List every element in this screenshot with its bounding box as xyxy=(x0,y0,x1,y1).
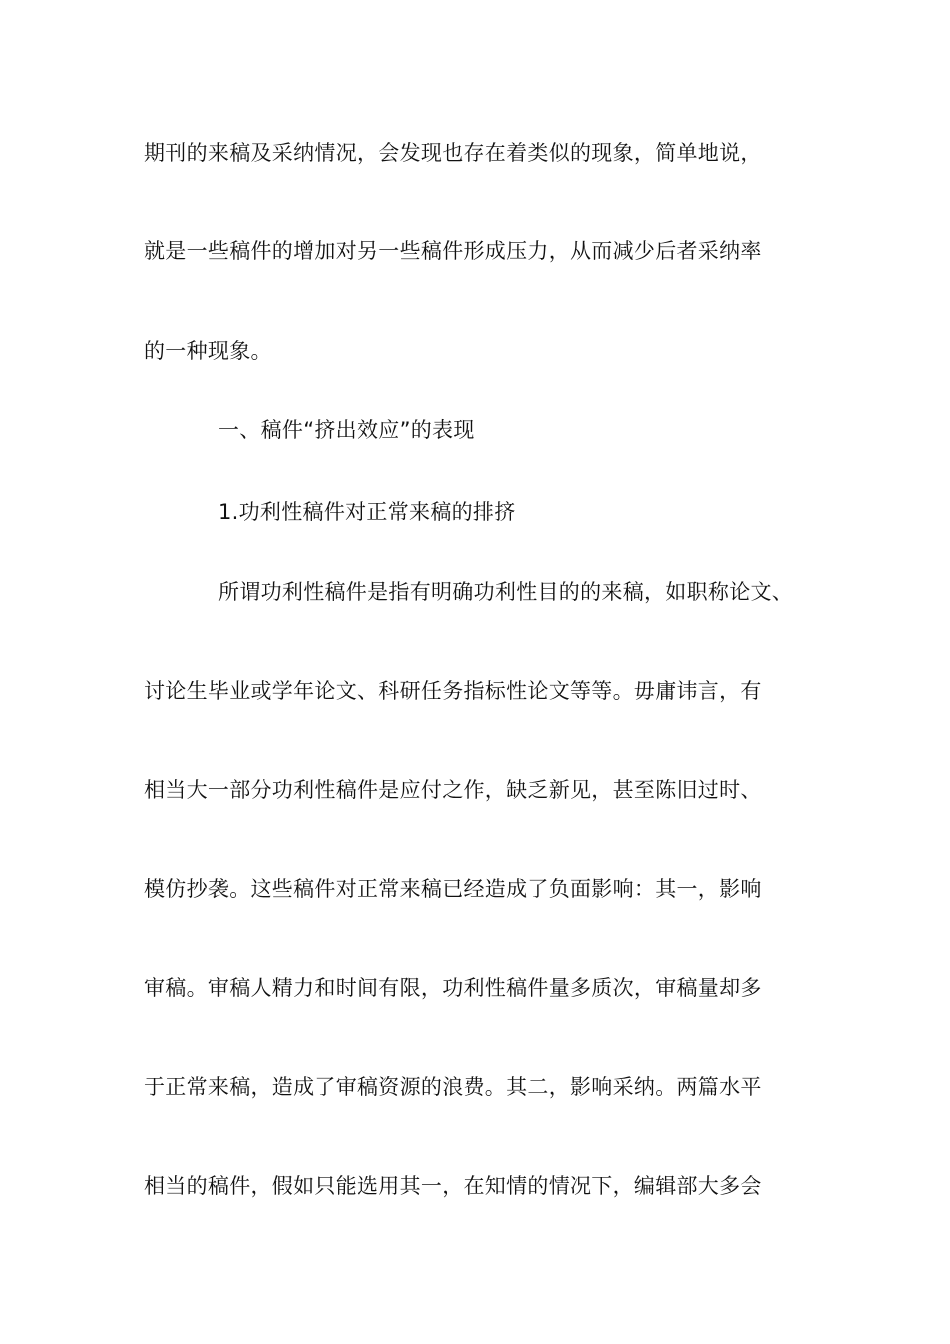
body-text-line: 相当大一部分功利性稿件是应付之作，缺乏新见，甚至陈旧过时、 xyxy=(144,778,762,802)
body-text-line: 所谓功利性稿件是指有明确功利性目的的来稿，如职称论文、 xyxy=(218,580,794,604)
subsection-heading: 1.功利性稿件对正常来稿的排挤 xyxy=(218,500,516,524)
section-heading: 一、稿件“挤出效应”的表现 xyxy=(218,418,475,442)
body-text-line: 就是一些稿件的增加对另一些稿件形成压力，从而减少后者采纳率 xyxy=(144,239,762,263)
body-text-line: 讨论生毕业或学年论文、科研任务指标性论文等等。毋庸讳言，有 xyxy=(144,679,762,703)
body-text-line: 相当的稿件，假如只能选用其一，在知情的情况下，编辑部大多会 xyxy=(144,1174,762,1198)
body-text-line: 模仿抄袭。这些稿件对正常来稿已经造成了负面影响：其一，影响 xyxy=(144,877,762,901)
body-text-line: 于正常来稿，造成了审稿资源的浪费。其二，影响采纳。两篇水平 xyxy=(144,1075,762,1099)
body-text-line: 期刊的来稿及采纳情况，会发现也存在着类似的现象，简单地说， xyxy=(144,141,762,165)
body-text-line: 审稿。审稿人精力和时间有限，功利性稿件量多质次，审稿量却多 xyxy=(144,976,762,1000)
body-text-line: 的一种现象。 xyxy=(144,339,272,363)
